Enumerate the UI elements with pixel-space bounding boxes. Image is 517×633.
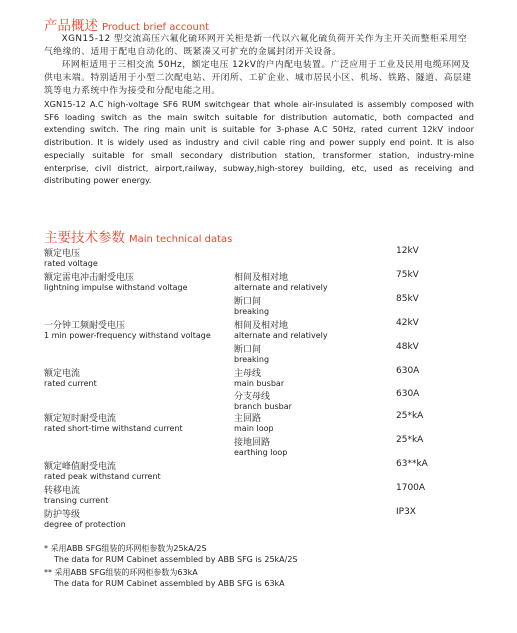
- param-label-en: rated short-time withstand current: [44, 424, 183, 433]
- param-value: 630A: [396, 366, 420, 376]
- footnote: The data for RUM Cabinet assembled by ABB SFG is 63kA: [54, 579, 285, 588]
- param-label-en: rated voltage: [44, 259, 98, 268]
- condition-label-zh: 断口间: [234, 345, 262, 355]
- brief-paragraph-en: XGN15-12 A.C high-voltage SF6 RUM switchgear that whole air-insulated is assembly composed with SF6 loading switch as the main switch suitable for distribution automatic, both compacted and extending switch. The ring main unit is suitable for 3-phase A.C 50Hz, rated current 12kV indoor distribution. It is widely used as industry and civil cable ring and power supply end point. It is also especially suitable for small secondary distribution station, transformer station, industry-mine enterprise, civil district, airport,railway, subway,high-storey building, etc, used as receiving and distributing power energy.: [44, 99, 474, 186]
- param-label-zh: 防护等级: [44, 510, 81, 520]
- param-label-en: 1 min power-frequency withstand voltage: [44, 331, 211, 340]
- param-label-en: transing current: [44, 496, 109, 505]
- param-label-en: rated peak withstand current: [44, 472, 161, 481]
- footnote: ** 采用ABB SFG组装的环网柜参数为63kA: [44, 568, 198, 577]
- param-value: IP3X: [396, 507, 416, 517]
- brief-paragraph-zh-1: XGN15-12 型交流高压六氟化硫环网开关柜是新一代以六氟化硫负荷开关作为主开关而整柜采用空气绝缘的、适用于配电自动化的、既紧凑又可扩充的金属封闭开关设备。: [44, 34, 468, 57]
- param-value: 25*kA: [396, 411, 424, 421]
- param-label-zh: 一分钟工频耐受电压: [44, 321, 126, 331]
- condition-label-en: main loop: [234, 424, 274, 433]
- condition-label-en: alternate and relatively: [234, 283, 328, 292]
- param-label-zh: 额定峰值耐受电流: [44, 462, 117, 472]
- param-label-zh: 转移电流: [44, 486, 81, 496]
- param-label-en: degree of protection: [44, 520, 126, 529]
- tech-title-en: Main technical datas: [129, 234, 233, 245]
- tech-title-zh: 主要技术参数: [44, 230, 125, 246]
- condition-label-en: main busbar: [234, 379, 285, 388]
- param-value: 1700A: [396, 483, 426, 493]
- param-label-en: rated current: [44, 379, 97, 388]
- param-label-zh: 额定电压: [44, 249, 81, 259]
- brief-title-en: Product brief account: [102, 22, 210, 33]
- param-value: 75kV: [396, 270, 419, 280]
- brief-section-title: [44, 14, 209, 34]
- condition-label-en: breaking: [234, 307, 270, 316]
- param-value: 48kV: [396, 342, 419, 352]
- param-label-en: lightning impulse withstand voltage: [44, 283, 188, 292]
- brief-paragraph-zh-2: 环网柜适用于三相交流 50Hz，额定电压 12kV的户内配电装置。广泛应用于工业及民用电缆环网及供电末端。特别适用于小型二次配电站、开闭所、工矿企业、城市居民小区、机场、铁路、隧道、高层建筑等电力系统中作为接受和分配电能之用。: [44, 60, 472, 96]
- param-value: 63**kA: [396, 459, 428, 469]
- condition-label-zh: 分支母线: [234, 392, 271, 402]
- condition-label-zh: 相间及相对地: [234, 321, 289, 331]
- param-value: 85kV: [396, 294, 419, 304]
- condition-label-en: earthing loop: [234, 448, 288, 457]
- brief-text: [44, 33, 474, 187]
- condition-label-en: branch busbar: [234, 402, 292, 411]
- condition-label-en: breaking: [234, 355, 270, 364]
- param-value: 630A: [396, 389, 420, 399]
- condition-label-zh: 主回路: [234, 414, 262, 424]
- brief-title-zh: 产品概述: [44, 18, 98, 34]
- condition-label-zh: 断口间: [234, 297, 262, 307]
- tech-section-title: [44, 226, 232, 246]
- param-value: 12kV: [396, 246, 419, 256]
- condition-label-zh: 接地回路: [234, 438, 271, 448]
- param-label-zh: 额定电流: [44, 369, 81, 379]
- param-value: 25*kA: [396, 435, 424, 445]
- param-label-zh: 额定短时耐受电流: [44, 414, 117, 424]
- condition-label-zh: 相间及相对地: [234, 273, 289, 283]
- footnote: * 采用ABB SFG组装的环网柜参数为25kA/2S: [44, 544, 207, 553]
- condition-label-en: alternate and relatively: [234, 331, 328, 340]
- param-value: 42kV: [396, 318, 419, 328]
- footnote: The data for RUM Cabinet assembled by ABB SFG is 25kA/2S: [54, 555, 298, 564]
- condition-label-zh: 主母线: [234, 369, 262, 379]
- param-label-zh: 额定雷电冲击耐受电压: [44, 273, 135, 283]
